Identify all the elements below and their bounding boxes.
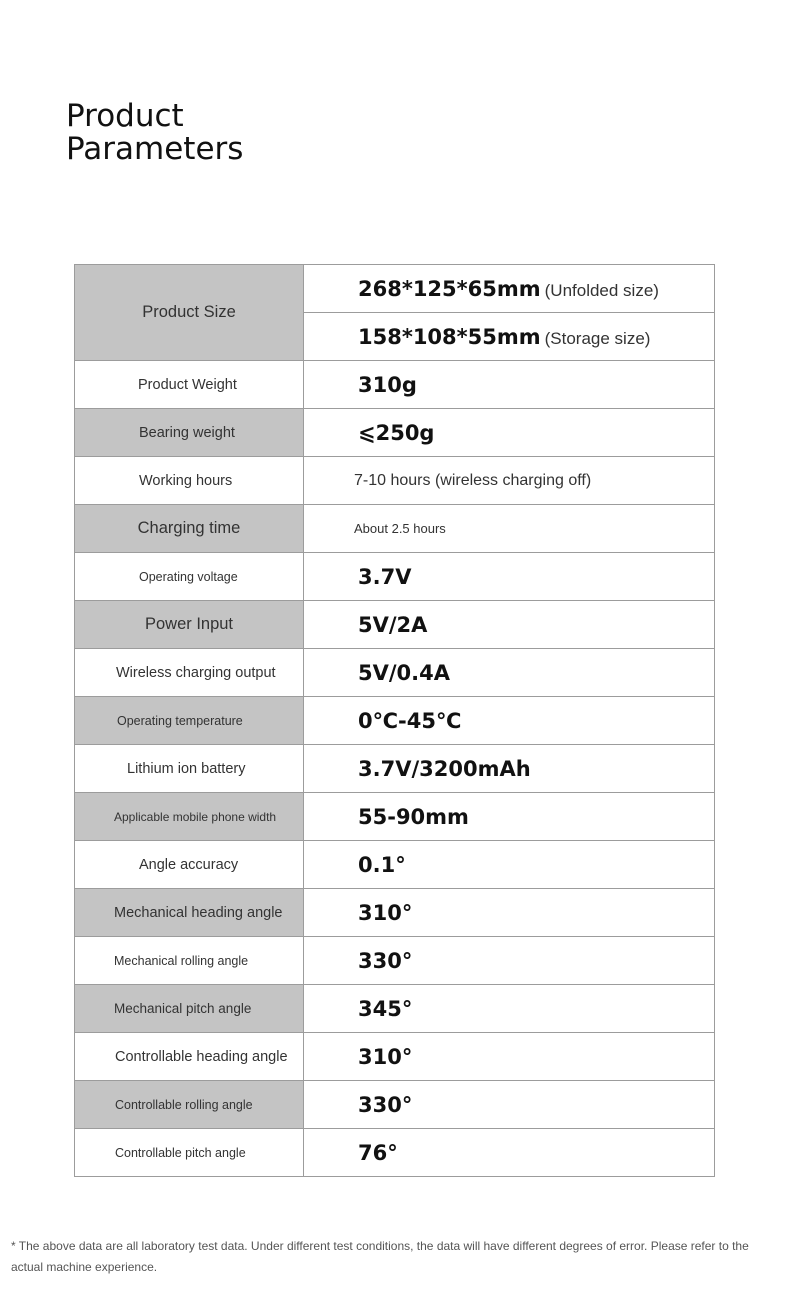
param-label: Controllable pitch angle [75, 1129, 304, 1177]
table-row [75, 649, 715, 697]
table-row [75, 553, 715, 601]
param-label: Mechanical rolling angle [75, 937, 304, 985]
param-value: 3.7V/3200mAh [304, 745, 715, 793]
param-label: Mechanical pitch angle [75, 985, 304, 1033]
param-label: Power Input [75, 601, 304, 649]
param-value [304, 313, 715, 361]
param-value: 76° [304, 1129, 715, 1177]
param-value: 7-10 hours (wireless charging off) [304, 457, 715, 505]
table-row [75, 361, 715, 409]
param-value: 55-90mm [304, 793, 715, 841]
table-row [75, 889, 715, 937]
param-value: 310g [304, 361, 715, 409]
param-label: Working hours [75, 457, 304, 505]
param-label: Mechanical heading angle [75, 889, 304, 937]
table-row [75, 793, 715, 841]
param-label: Operating voltage [75, 553, 304, 601]
param-value: 3.7V [304, 553, 715, 601]
table-row [75, 1129, 715, 1177]
param-label: Applicable mobile phone width [75, 793, 304, 841]
param-label: Operating temperature [75, 697, 304, 745]
param-label: Bearing weight [75, 409, 304, 457]
table-row [75, 937, 715, 985]
param-value: 330° [304, 937, 715, 985]
param-value: 5V/2A [304, 601, 715, 649]
param-value: 0.1° [304, 841, 715, 889]
table-row [75, 1033, 715, 1081]
param-value: 345° [304, 985, 715, 1033]
footnote: * The above data are all laboratory test data. Under different test conditions, the data will have different degrees of error. Please refer to the actual machine experience. [11, 1239, 749, 1274]
param-value: 330° [304, 1081, 715, 1129]
param-label: Controllable rolling angle [75, 1081, 304, 1129]
param-value-note: (Unfolded size) [544, 280, 659, 300]
param-value-main: 158*108*55mm [358, 324, 541, 349]
table-row [75, 505, 715, 553]
param-value: About 2.5 hours [304, 505, 715, 553]
table-row [75, 841, 715, 889]
table-row [75, 745, 715, 793]
table-row [75, 265, 715, 313]
param-label: Product Weight [75, 361, 304, 409]
param-label: Lithium ion battery [75, 745, 304, 793]
param-value-main: 268*125*65mm [358, 276, 541, 301]
param-label: Angle accuracy [75, 841, 304, 889]
table-row [75, 409, 715, 457]
param-value-note: (Storage size) [544, 328, 651, 348]
param-label: Product Size [75, 265, 304, 361]
table-row [75, 1081, 715, 1129]
parameters-table [74, 264, 715, 1177]
table-row [75, 601, 715, 649]
param-value: 310° [304, 889, 715, 937]
table-row [75, 457, 715, 505]
page-title [66, 100, 243, 166]
param-label: Wireless charging output [75, 649, 304, 697]
param-label: Charging time [75, 505, 304, 553]
param-value: 0℃-45℃ [304, 697, 715, 745]
title-line-1: Product [66, 98, 184, 134]
table-row [75, 697, 715, 745]
param-value: 5V/0.4A [304, 649, 715, 697]
table-row [75, 985, 715, 1033]
param-value: 310° [304, 1033, 715, 1081]
param-value: ⩽250g [304, 409, 715, 457]
param-value [304, 265, 715, 313]
title-line-2: Parameters [66, 131, 244, 167]
param-label: Controllable heading angle [75, 1033, 304, 1081]
